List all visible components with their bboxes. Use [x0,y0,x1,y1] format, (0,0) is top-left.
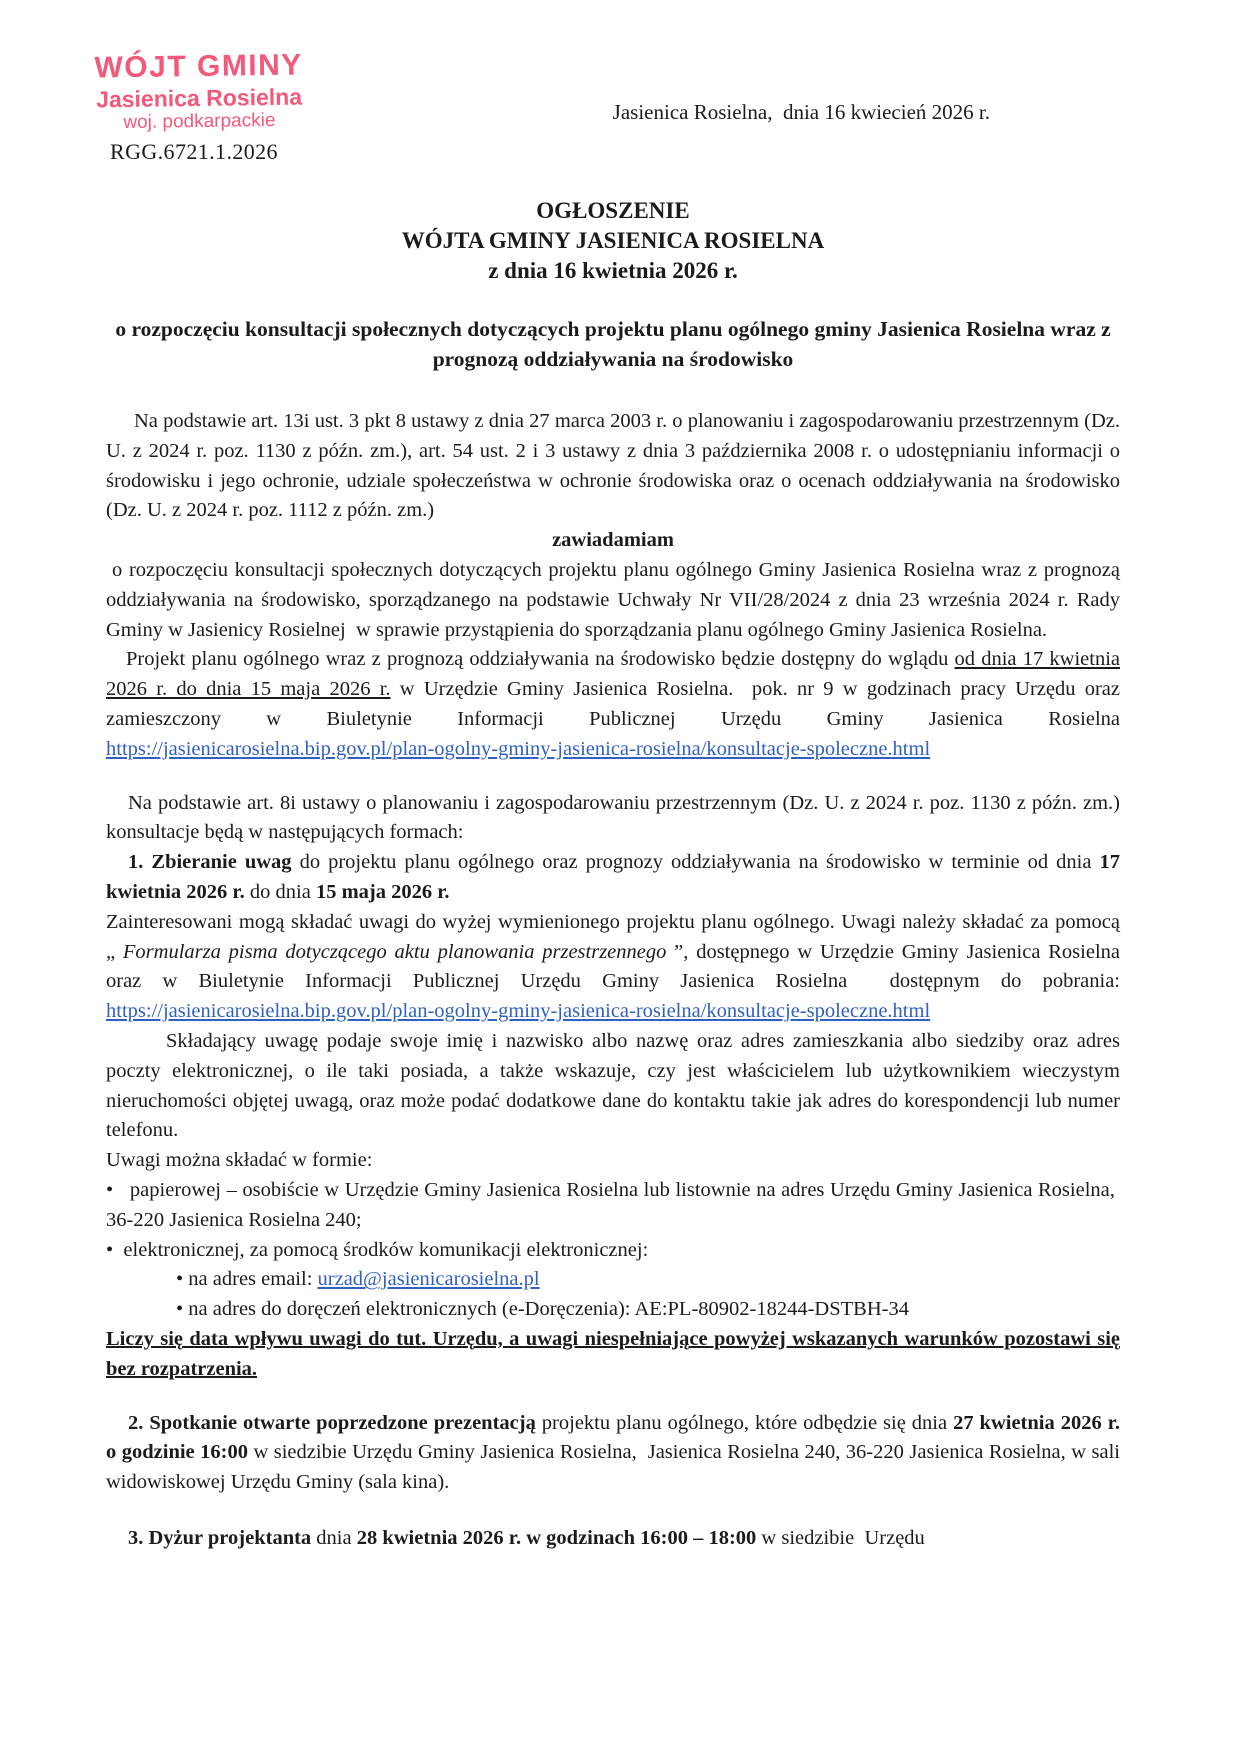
text-run: Projekt planu ogólnego wraz z prognozą oddziaływania na środowisko będzie dostępny do wglądu [126,648,955,671]
document-content [106,196,1120,1554]
para-form-1-zbieranie-uwag [106,848,1120,908]
bullet-elektroniczna [106,1236,1120,1266]
text-run: Zainteresowani mogą składać uwagi do wyżej wymienionego projektu planu ogólnego. Uwagi należy składać za pomocą „ [106,910,1120,963]
text-run: do dnia [244,880,316,903]
text-run: dnia [311,1526,357,1549]
text-run: 15 maja 2026 r. [315,880,450,903]
text-run: Uwagi można składać w formie: [106,1149,373,1172]
para-form-3-dyzur [106,1524,1120,1554]
para-skladajacy-dane [106,1027,1120,1146]
text-run: 2. Spotkanie otwarte poprzedzone prezentacją [128,1411,536,1434]
para-zawiadamiam [106,526,1120,556]
text-run: w siedzibie Urzędu Gminy Jasienica Rosielna, Jasienica Rosielna 240, 36-220 Jasienica Rosielna, w sali widowiskowej Urzędu Gminy (sala kina). [106,1441,1120,1494]
para-uwagi-formy-label [106,1146,1120,1176]
text-run: 28 kwietnia 2026 r. w godzinach 16:00 – 18:00 [356,1526,757,1549]
subbullet-email [106,1265,1120,1295]
text-run: o rozpoczęciu konsultacji społecznych dotyczących projektu planu ogólnego Gminy Jasienica Rosielna wraz z prognozą oddziaływania na środowisko, sporządzanego na podstawie Uchwały Nr VII/28/2024 z dnia 23 września 2024 r. Rady Gminy w Jasienicy Rosielnej w sprawie przystąpienia do sporządzania planu ogólnego Gminy Jasienica Rosielna. [106,558,1120,641]
text-run: • na adres email: [176,1268,318,1291]
stamp-line-1: WÓJT GMINY [94,48,304,85]
text-run: w Urzędzie Gminy Jasienica Rosielna. pok. nr 9 w godzinach pracy Urzędu oraz zamieszczony w Biuletynie Informacji Publicznej Urzędu Gminy Jasienica Rosielna [106,678,1120,730]
text-run: Na podstawie art. 8i ustawy o planowaniu i zagospodarowaniu przestrzennym (Dz. U. z 2024 r. poz. 1130 z późn. zm.) konsultacje będą w następujących formach: [106,791,1120,844]
text-run: 17 kwietnia 2026 r. [106,851,1120,903]
text-run: Składający uwagę podaje swoje imię i nazwisko albo nazwę oraz adres zamieszkania albo siedziby oraz adres poczty elektronicznej, o ile taki posiada, a także wskazuje, czy jest właścicielem lub użytkownikiem wieczystym nieruchomości objętej uwagą, oraz może podać dodatkowe dane do kontaktu takie jak adres do korespondencji lub numer telefonu. [106,1029,1120,1142]
para-form-2-spotkanie [106,1409,1120,1498]
text-run: • na adres do doręczeń elektronicznych (e-Doręczenia): AE:PL-80902-18244-DSTBH-34 [176,1298,909,1321]
text-run: w siedzibie Urzędu [756,1526,925,1549]
text-run: 3. Dyżur projektanta [128,1526,312,1549]
para-uwagi-submission [106,908,1120,1027]
text-run: projektu planu ogólnego, które odbędzie się dnia [535,1411,954,1434]
bip-konsultacje-link-2[interactable]: https://jasienicarosielna.bip.gov.pl/plan-ogolny-​gminy-jasienica-rosielna/konsultacje-spoleczne.html [106,1000,931,1023]
para-notice-scope [106,556,1120,645]
text-run: do projektu planu ogólnego oraz prognozy oddziaływania na środowisko w terminie od dnia [291,851,1100,874]
text-run: 1. Zbieranie uwag [128,851,292,874]
text-run: • elektronicznej, za pomocą środków komunikacji elektronicznej: [106,1238,649,1261]
announcement-title-line-2: WÓJTA GMINY JASIENICA ROSIELNA [401,228,825,253]
text-run: Na podstawie art. 13i ust. 3 pkt 8 ustawy z dnia 27 marca 2003 r. o planowaniu i zagospodarowaniu przestrzennym (Dz. U. z 2024 r. poz. 1130 z późn. zm.), art. 54 ust. 2 i 3 ustawy z dnia 3 października 2008 r. o udostępnianiu informacji o środowisku i jego ochronie, udziale społeczeństwa w ochronie środowiska oraz o ocenach oddziaływania na środowisko (Dz. U. z 2024 r. poz. 1112 z późn. zm.) [106,410,1120,522]
para-legal-basis [106,407,1120,526]
bip-konsultacje-link-1[interactable]: https://jasienicarosielna.bip.gov.pl/plan-ogolny-gminy-jasienica-​rosielna/konsultacje-spoleczne.html [106,737,931,760]
text-run: 27 kwietnia 2026 r. o godzinie 16:00 [106,1411,1121,1464]
text-run: • papierowej – osobiście w Urzędzie Gminy Jasienica Rosielna lub listownie na adres Urzędu Gminy Jasienica Rosielna, 36-220 Jasienica Rosielna 240; [106,1178,1120,1231]
announcement-title-line-3: z dnia 16 kwietnia 2026 r. [488,258,738,283]
announcement-title [106,196,1120,286]
para-consultation-forms-basis [106,789,1120,849]
para-liczy-sie-data [106,1325,1120,1385]
announcement-title-line-1: OGŁOSZENIE [536,198,690,223]
case-reference: RGG.6721.1.2026 [110,139,278,164]
dateline: Jasienica Rosielna, dnia 16 kwiecień 2026 r. [612,100,990,124]
text-run: od dnia 17 kwietnia 2026 r. do dnia 15 maja 2026 r. [106,648,1120,701]
authority-stamp [93,49,304,135]
document-body [106,407,1120,1554]
text-run: Formularza pisma dotyczącego aktu planowania przestrzennego [122,940,667,963]
text-run: ”, dostępnego w Urzędzie Gminy Jasienica Rosielna oraz w Biuletynie Informacji Publicznej Urzędu Gminy Jasienica Rosielna dostępnym do pobrania: [106,940,1120,993]
text-run: zawiadamiam [552,529,674,552]
email-link[interactable]: urzad@jasienicarosielna.pl [317,1268,540,1291]
announcement-subject: o rozpoczęciu konsultacji społecznych dotyczących projektu planu ogólnego gminy Jasienica Rosielna wraz z prognozą oddziaływania na środowisko [115,317,1111,371]
bullet-papierowa [106,1176,1120,1236]
stamp-line-2: Jasienica Rosielna [95,83,303,113]
stamp-line-3: woj. podkarpackie [123,110,276,134]
text-run: Liczy się data wpływu uwagi do tut. Urzędu, a uwagi niespełniające powyżej wskazanych warunków pozostawi się bez rozpatrzenia. [106,1327,1120,1380]
subbullet-edoreczenia [106,1295,1120,1325]
para-plan-availability [106,645,1120,764]
